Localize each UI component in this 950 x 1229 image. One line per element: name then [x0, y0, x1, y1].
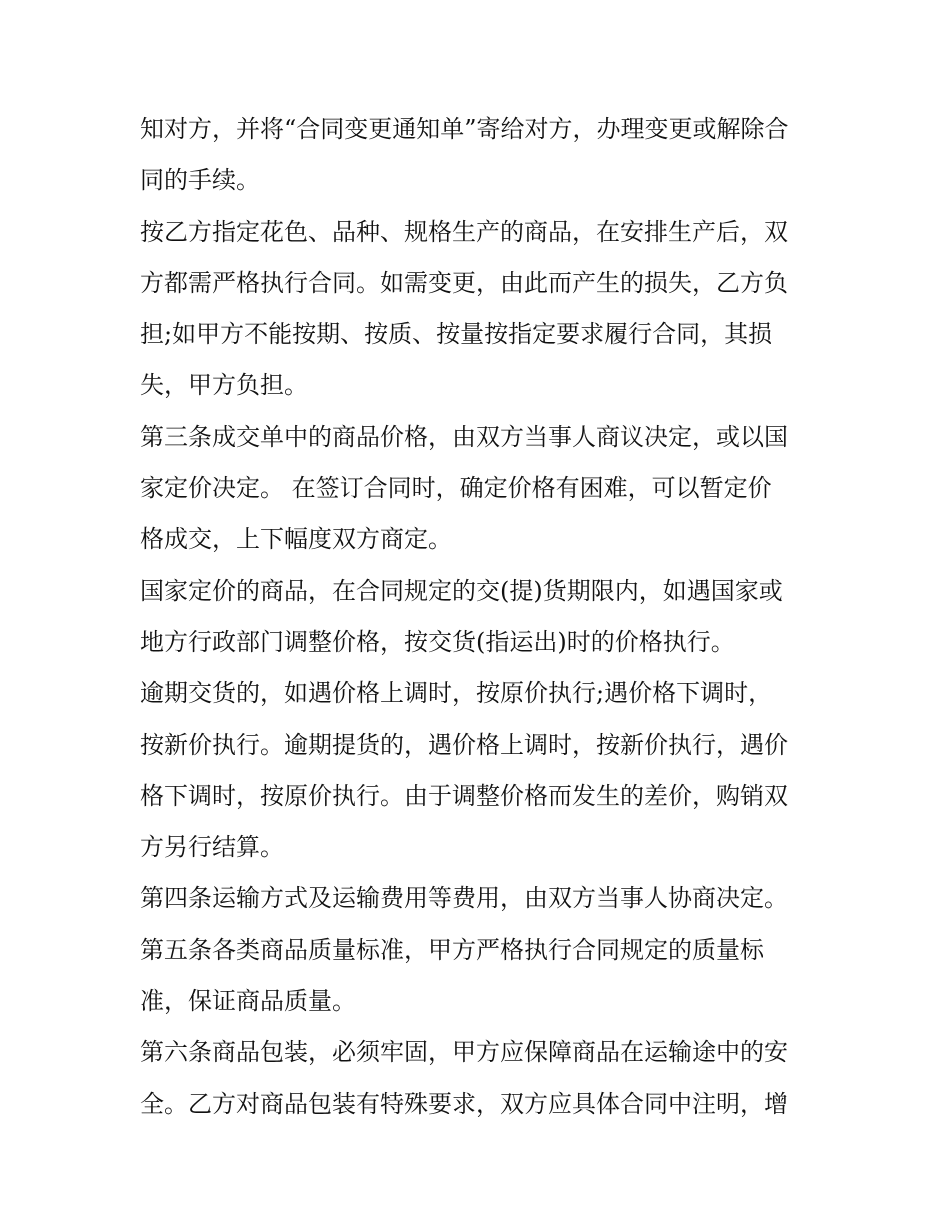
text-line: 准，保证商品质量。: [140, 987, 356, 1016]
text-line: 按新价执行。逾期提货的，遇价格上调时，按新价执行，遇价: [140, 730, 788, 759]
text-line: 逾期交货的，如遇价格上调时，按原价执行;遇价格下调时，: [140, 679, 773, 708]
text-line: 国家定价的商品，在合同规定的交(提)货期限内，如遇国家或: [140, 576, 783, 605]
text-line: 家定价决定。 在签订合同时，确定价格有困难，可以暂定价: [140, 474, 772, 503]
text-line: 失，甲方负担。: [140, 371, 308, 400]
text-line: 格成交，上下幅度双方商定。: [140, 525, 452, 554]
text-line: 第三条成交单中的商品价格，由双方当事人商议决定，或以国: [140, 422, 788, 451]
text-line: 全。乙方对商品包装有特殊要求，双方应具体合同中注明，增: [140, 1089, 788, 1118]
text-line: 担;如甲方不能按期、按质、按量按指定要求履行合同，其损: [140, 320, 773, 349]
text-line: 格下调时，按原价执行。由于调整价格而发生的差价，购销双: [140, 781, 788, 810]
text-line: 地方行政部门调整价格，按交货(指运出)时的价格执行。: [140, 627, 735, 656]
document-body: [140, 104, 820, 1130]
text-line: 第五条各类商品质量标准，甲方严格执行合同规定的质量标: [140, 935, 764, 964]
text-line: 同的手续。: [140, 166, 260, 195]
text-line: 方另行结算。: [140, 833, 284, 862]
text-line: 第六条商品包装，必须牢固，甲方应保障商品在运输途中的安: [140, 1038, 788, 1067]
text-line: 第四条运输方式及运输费用等费用，由双方当事人协商决定。: [140, 884, 788, 913]
text-line: 按乙方指定花色、品种、规格生产的商品，在安排生产后，双: [140, 217, 788, 246]
text-line: 方都需严格执行合同。如需变更，由此而产生的损失，乙方负: [140, 268, 788, 297]
text-line: 知对方，并将“合同变更通知单”寄给对方，办理变更或解除合: [140, 115, 789, 143]
